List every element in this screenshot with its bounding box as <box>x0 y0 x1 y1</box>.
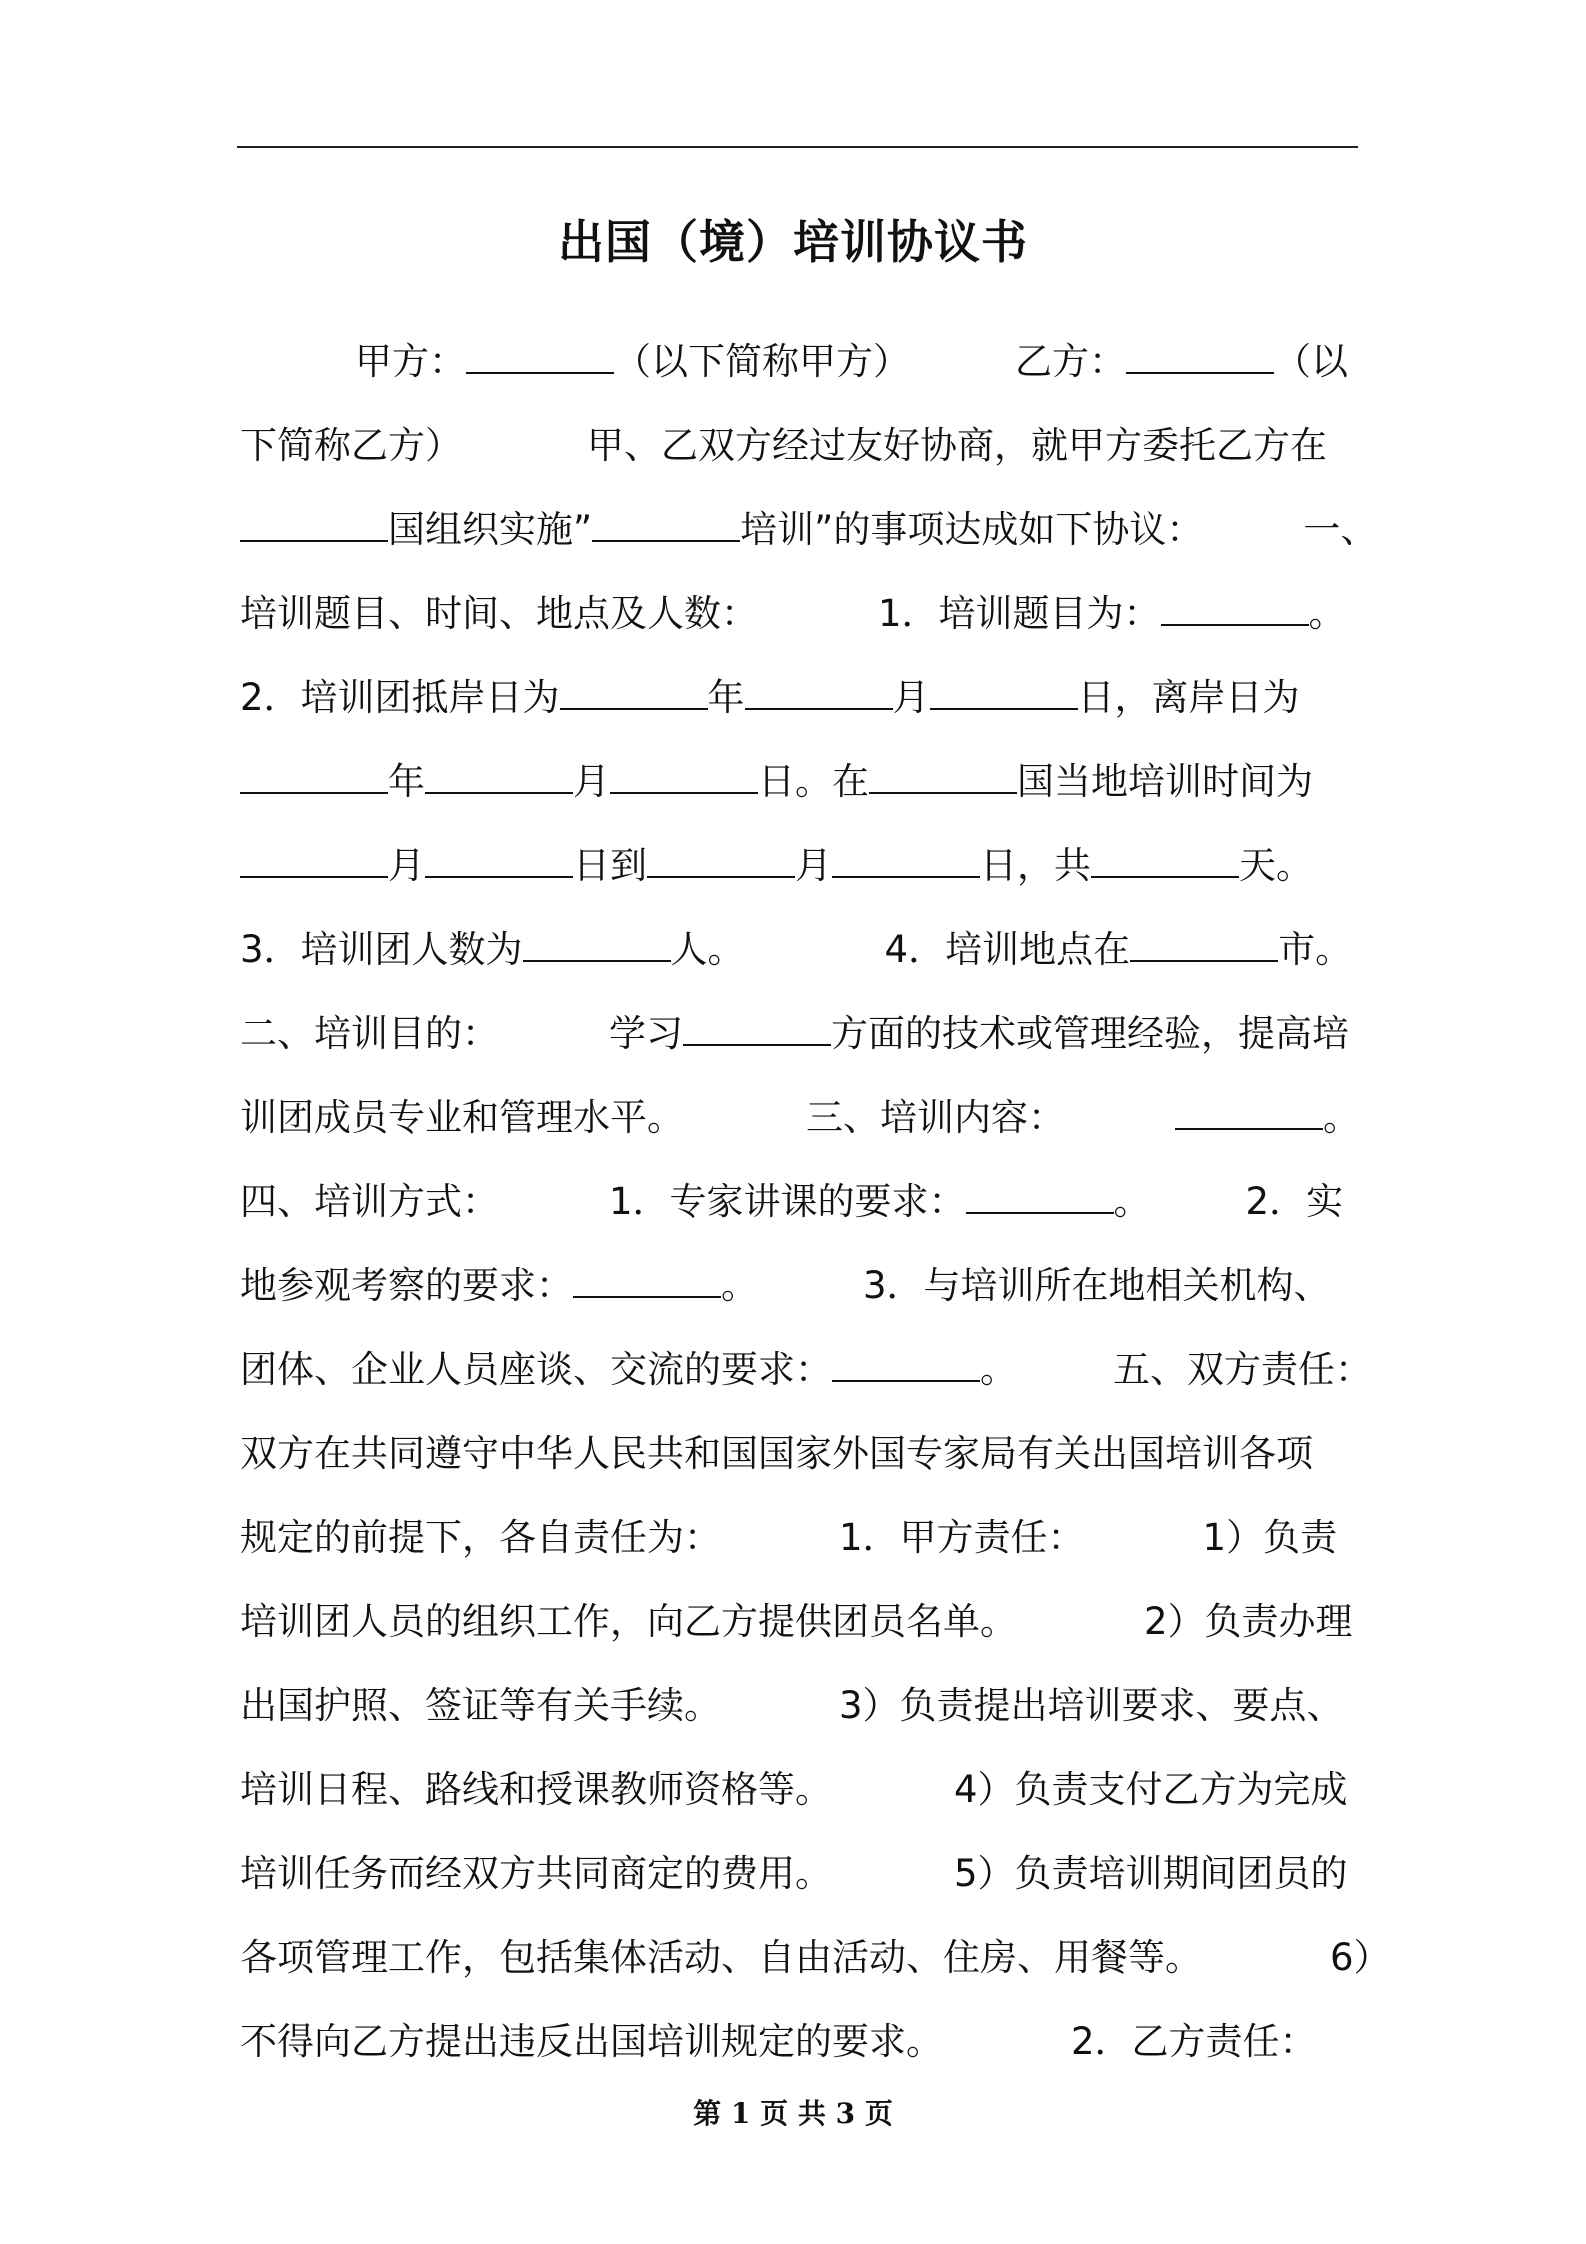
arrival-day-blank[interactable] <box>930 668 1078 710</box>
agreement-body <box>240 332 1391 2096</box>
section-heading: 一、 <box>1303 508 1378 551</box>
training-name-blank[interactable] <box>592 500 740 542</box>
study-field-blank[interactable] <box>683 1004 831 1046</box>
departure-year-blank[interactable] <box>240 752 388 794</box>
text-line: 甲方： （以下简称甲方） 乙方： （以 <box>240 332 1360 416</box>
end-month-blank[interactable] <box>647 836 795 878</box>
exchange-requirement-blank[interactable] <box>832 1340 980 1382</box>
arrival-month-blank[interactable] <box>745 668 893 710</box>
start-month-blank[interactable] <box>240 836 388 878</box>
section-heading: 三、培训内容： <box>806 1096 1065 1139</box>
city-blank[interactable] <box>1130 920 1278 962</box>
text-line: 四、培训方式： 1．专家讲课的要求： 。 2．实 <box>240 1172 1360 1256</box>
text-line: 各项管理工作，包括集体活动、自由活动、住房、用餐等。 6） <box>240 1936 1391 1979</box>
end-day-blank[interactable] <box>832 836 980 878</box>
text-line: 培训团人员的组织工作，向乙方提供团员名单。 2）负责办理 <box>240 1600 1353 1643</box>
text-line: 地参观考察的要求： 。 3．与培训所在地相关机构、 <box>240 1256 1360 1340</box>
text-line: 不得向乙方提出违反出国培训规定的要求。 2．乙方责任： <box>240 2020 1317 2063</box>
text-line: 规定的前提下，各自责任为： 1．甲方责任： 1）负责 <box>240 1516 1338 1559</box>
text-line: 训团成员专业和管理水平。 三、培训内容： 。 <box>240 1088 1360 1172</box>
section-heading: 二、培训目的： <box>240 1012 499 1055</box>
host-country-blank[interactable] <box>869 752 1017 794</box>
training-content-blank[interactable] <box>1175 1088 1323 1130</box>
training-topic-blank[interactable] <box>1161 584 1309 626</box>
text-line: 培训任务而经双方共同商定的费用。 5）负责培训期间团员的 <box>240 1852 1348 1895</box>
party-b-blank[interactable] <box>1126 332 1274 374</box>
text-line: 3．培训团人数为 人。 4．培训地点在 市。 <box>240 920 1360 1004</box>
text-line: 月 日到 月 日，共 天。 <box>240 836 1360 920</box>
text-line: 2．培训团抵岸日为 年 月 日，离岸日为 <box>240 668 1360 752</box>
text-line: 年 月 日。在 国当地培训时间为 <box>240 752 1360 836</box>
text-line: 出国护照、签证等有关手续。 3）负责提出培训要求、要点、 <box>240 1684 1344 1727</box>
departure-month-blank[interactable] <box>425 752 573 794</box>
party-a-label: 甲方： <box>355 340 466 383</box>
arrival-year-blank[interactable] <box>560 668 708 710</box>
lecture-requirement-blank[interactable] <box>966 1172 1114 1214</box>
text-line: 双方在共同遵守中华人民共和国国家外国专家局有关出国培训各项 <box>240 1432 1313 1475</box>
text-line: 培训题目、时间、地点及人数： 1．培训题目为： 。 <box>240 584 1360 668</box>
document-title: 出国（境）培训协议书 <box>558 215 1028 269</box>
site-visit-requirement-blank[interactable] <box>573 1256 721 1298</box>
section-heading: 四、培训方式： <box>240 1180 499 1223</box>
departure-day-blank[interactable] <box>610 752 758 794</box>
start-day-blank[interactable] <box>425 836 573 878</box>
text-line: 团体、企业人员座谈、交流的要求： 。 五、双方责任： <box>240 1340 1360 1424</box>
country-blank[interactable] <box>240 500 388 542</box>
group-size-blank[interactable] <box>523 920 671 962</box>
text-line: 下简称乙方） 甲、乙双方经过友好协商，就甲方委托乙方在 <box>240 424 1327 467</box>
party-a-blank[interactable] <box>466 332 614 374</box>
text-line: 国组织实施” 培训”的事项达成如下协议： 一、 <box>240 500 1360 584</box>
header-rule <box>237 146 1358 148</box>
text-line: 二、培训目的： 学习 方面的技术或管理经验，提高培 <box>240 1004 1360 1088</box>
party-b-label: 乙方： <box>1015 340 1126 383</box>
page-number: 第 1 页 共 3 页 <box>693 2097 893 2130</box>
section-heading: 五、双方责任： <box>1113 1348 1372 1391</box>
text-line: 培训日程、路线和授课教师资格等。 4）负责支付乙方为完成 <box>240 1768 1348 1811</box>
total-days-blank[interactable] <box>1091 836 1239 878</box>
